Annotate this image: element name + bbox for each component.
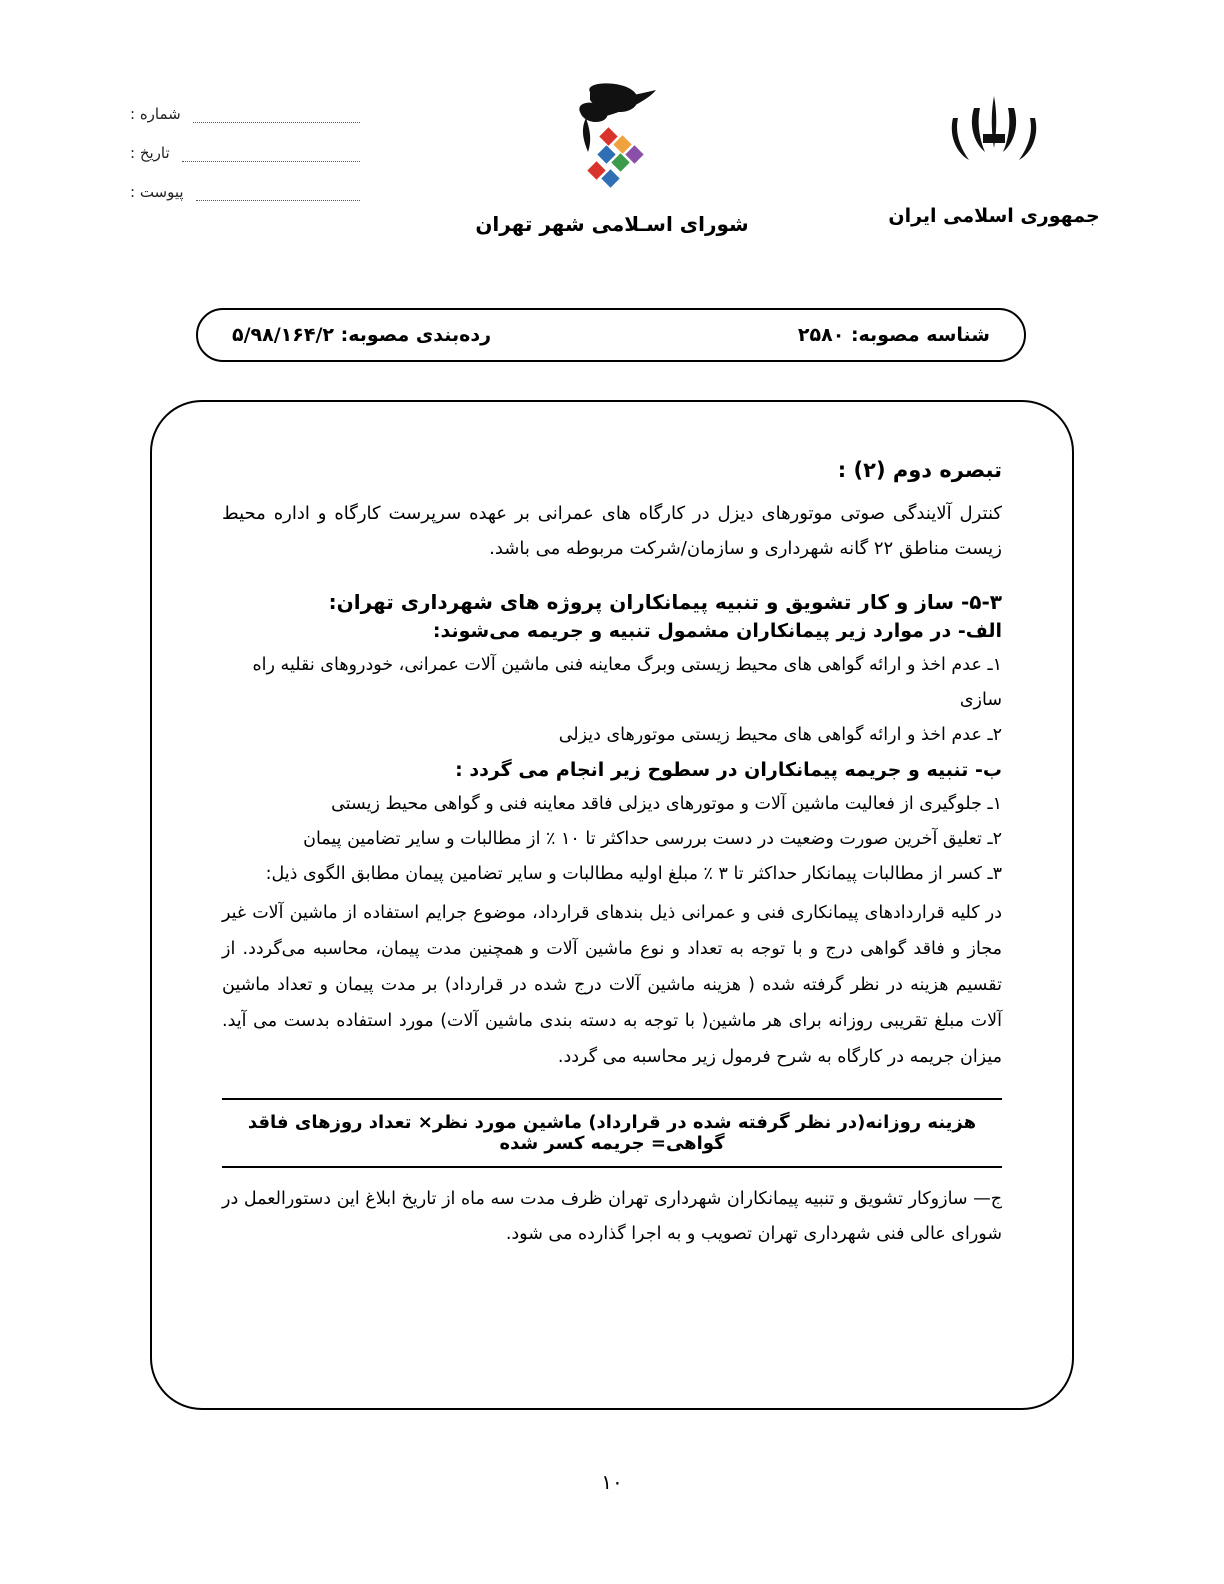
header-field-date-line	[182, 147, 360, 162]
council-logo-block	[462, 78, 762, 236]
header-field-number	[130, 105, 360, 123]
header-field-attachment-label: پیوست :	[130, 183, 184, 201]
subsection-b-title: ب- تنبیه و جریمه پیمانکاران در سطوح زیر انجام می گردد :	[455, 759, 1002, 782]
list-item: ۲ـ تعلیق آخرین صورت وضعیت در دست بررسی حداکثر تا ۱۰ ٪ از مطالبات و سایر تضامین پیمان	[303, 829, 1002, 850]
subsection-c-paragraph: ج— سازوکار تشویق و تنبیه پیمانکاران شهرداری تهران ظرف مدت سه ماه از تاریخ ابلاغ این دستورالعمل در شورای عالی فنی شهرداری تهران تصویب و به اجرا گذارده می شود.	[222, 1188, 1002, 1245]
approval-id-value: ۲۵۸۰	[797, 324, 845, 346]
header-field-attachment-line	[196, 186, 360, 201]
list-item: ۲ـ عدم اخذ و ارائه گواهی های محیط زیستی موتورهای دیزلی	[558, 725, 1002, 746]
council-swirl-icon	[532, 78, 692, 198]
page-header	[0, 0, 1224, 290]
subsection-a-title: الف- در موارد زیر پیمانکاران مشمول تنبیه و جریمه می‌شوند:	[432, 620, 1002, 643]
approval-id-label: شناسه مصوبه:	[850, 324, 990, 346]
penalty-formula	[222, 1098, 1002, 1168]
penalty-formula-text: هزینه روزانه(در نظر گرفته شده در قرارداد) ماشین مورد نظر× تعداد روزهای فاقد گواهی= جریمه کسر شده	[247, 1111, 977, 1154]
note-body: کنترل آلایندگی صوتی موتورهای دیزل در کارگاه های عمرانی بر عهده سرپرست کارگاه و اداره محیط زیست مناطق ۲۲ گانه شهرداری و سازمان/شرکت مربوطه می باشد.	[222, 503, 1002, 560]
document-body	[150, 400, 1074, 1410]
approval-id-bar	[196, 308, 1026, 362]
national-emblem-block	[884, 90, 1104, 227]
tehran-city-council-logo-icon	[532, 78, 692, 208]
council-caption: شورای اسـلامی شهر تهران	[475, 212, 749, 236]
header-field-number-line	[193, 108, 360, 123]
list-item: ۳ـ کسر از مطالبات پیمانکار حداکثر تا ۳ ٪ مبلغ اولیه مطالبات و سایر تضامین پیمان مطابق الگوی ذیل:	[265, 864, 1002, 885]
header-field-date-label: تاریخ :	[130, 144, 170, 162]
classification	[232, 324, 491, 346]
iran-emblem-icon	[884, 90, 1104, 193]
header-fields	[130, 105, 360, 222]
page-number: ۱۰	[601, 1470, 623, 1494]
section-title: ۵-۳- ساز و کار تشویق و تنبیه پیمانکاران پروژه های شهرداری تهران:	[328, 590, 1002, 615]
header-field-date	[130, 144, 360, 162]
approval-id	[798, 324, 990, 346]
classification-label: رده‌بندی مصوبه:	[340, 324, 492, 346]
emblem-caption: جمهوری اسلامی ایران	[888, 205, 1100, 227]
header-field-number-label: شماره :	[130, 105, 181, 123]
list-item: ۱ـ عدم اخذ و ارائه گواهی های محیط زیستی وبرگ معاینه فنی ماشین آلات عمرانی، خودروهای نقلیه راه سازی	[252, 655, 1002, 711]
subsection-a-list	[222, 648, 1002, 753]
header-field-attachment	[130, 183, 360, 201]
note-title: تبصره دوم (۲) :	[837, 458, 1002, 482]
subsection-b-list	[222, 787, 1002, 892]
list-item: ۱ـ جلوگیری از فعالیت ماشین آلات و موتورهای دیزلی فاقد معاینه فنی و گواهی محیط زیستی	[331, 794, 1002, 815]
classification-value: ۵/۹۸/۱۶۴/۲	[232, 324, 334, 346]
penalty-explanation-paragraph: در کلیه قراردادهای پیمانکاری فنی و عمرانی ذیل بندهای قرارداد، موضوع جرایم استفاده از ماشین آلات غیر مجاز و فاقد گواهی درج و با توجه به تعداد و نوع ماشین آلات و همچنین مدت پیمان، محاسبه می‌گردد. از تقسیم هزینه در نظر گرفته شده ( هزینه ماشین آلات درج شده در قرارداد) بر مدت پیمان و تعداد ماشین آلات مبلغ تقریبی روزانه برای هر ماشین( با توجه به دسته بندی ماشین آلات) مورد استفاده بدست می آید. میزان جریمه در کارگاه به شرح فرمول زیر محاسبه می گردد.	[222, 903, 1002, 1067]
